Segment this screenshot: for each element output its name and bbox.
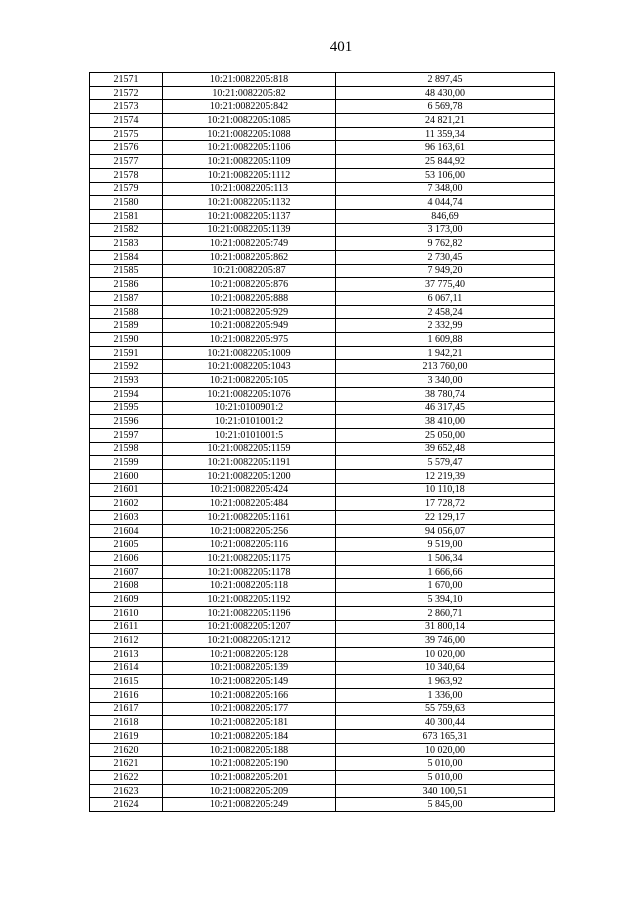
- row-number-cell: 21572: [90, 86, 163, 100]
- cadastral-number-cell: 10:21:0082205:184: [163, 730, 336, 744]
- cadastral-number-cell: 10:21:0082205:209: [163, 784, 336, 798]
- row-number-cell: 21603: [90, 511, 163, 525]
- table-row: [90, 442, 555, 456]
- row-number-cell: 21617: [90, 702, 163, 716]
- table-row: [90, 771, 555, 785]
- table-row: [90, 565, 555, 579]
- table-row: [90, 319, 555, 333]
- row-number-cell: 21605: [90, 538, 163, 552]
- row-number-cell: 21571: [90, 73, 163, 87]
- cadastral-value-cell: 55 759,63: [336, 702, 555, 716]
- cadastral-value-cell: 38 410,00: [336, 415, 555, 429]
- cadastral-value-cell: 53 106,00: [336, 168, 555, 182]
- cadastral-value-cell: 1 666,66: [336, 565, 555, 579]
- cadastral-value-cell: 37 775,40: [336, 278, 555, 292]
- cadastral-value-cell: 1 670,00: [336, 579, 555, 593]
- table-body: [90, 73, 555, 812]
- table-row: [90, 688, 555, 702]
- cadastral-number-cell: 10:21:0082205:256: [163, 524, 336, 538]
- row-number-cell: 21624: [90, 798, 163, 812]
- table-row: [90, 552, 555, 566]
- table-row: [90, 114, 555, 128]
- cadastral-value-cell: 5 010,00: [336, 757, 555, 771]
- row-number-cell: 21581: [90, 209, 163, 223]
- cadastral-number-cell: 10:21:0082205:1159: [163, 442, 336, 456]
- cadastral-value-cell: 5 394,10: [336, 593, 555, 607]
- cadastral-number-cell: 10:21:0082205:484: [163, 497, 336, 511]
- cadastral-value-cell: 94 056,07: [336, 524, 555, 538]
- table-row: [90, 593, 555, 607]
- table-row: [90, 360, 555, 374]
- cadastral-number-cell: 10:21:0082205:749: [163, 237, 336, 251]
- row-number-cell: 21606: [90, 552, 163, 566]
- table-row: [90, 155, 555, 169]
- cadastral-number-cell: 10:21:0082205:181: [163, 716, 336, 730]
- cadastral-number-cell: 10:21:0082205:188: [163, 743, 336, 757]
- row-number-cell: 21599: [90, 456, 163, 470]
- table-row: [90, 346, 555, 360]
- row-number-cell: 21604: [90, 524, 163, 538]
- row-number-cell: 21583: [90, 237, 163, 251]
- cadastral-number-cell: 10:21:0082205:177: [163, 702, 336, 716]
- cadastral-value-cell: 340 100,51: [336, 784, 555, 798]
- cadastral-number-cell: 10:21:0101001:5: [163, 428, 336, 442]
- cadastral-value-cell: 1 942,21: [336, 346, 555, 360]
- table-row: [90, 428, 555, 442]
- table-row: [90, 716, 555, 730]
- table-row: [90, 469, 555, 483]
- row-number-cell: 21596: [90, 415, 163, 429]
- cadastral-value-cell: 5 579,47: [336, 456, 555, 470]
- table-row: [90, 86, 555, 100]
- row-number-cell: 21595: [90, 401, 163, 415]
- cadastral-number-cell: 10:21:0101001:2: [163, 415, 336, 429]
- cadastral-value-cell: 4 044,74: [336, 196, 555, 210]
- table-row: [90, 579, 555, 593]
- cadastral-number-cell: 10:21:0100901:2: [163, 401, 336, 415]
- cadastral-number-cell: 10:21:0082205:949: [163, 319, 336, 333]
- cadastral-value-cell: 31 800,14: [336, 620, 555, 634]
- table-row: [90, 606, 555, 620]
- row-number-cell: 21578: [90, 168, 163, 182]
- row-number-cell: 21619: [90, 730, 163, 744]
- table-row: [90, 675, 555, 689]
- table-row: [90, 497, 555, 511]
- table-row: [90, 387, 555, 401]
- table-row: [90, 511, 555, 525]
- cadastral-value-cell: 38 780,74: [336, 387, 555, 401]
- cadastral-value-cell: 3 340,00: [336, 374, 555, 388]
- cadastral-number-cell: 10:21:0082205:1207: [163, 620, 336, 634]
- cadastral-value-cell: 846,69: [336, 209, 555, 223]
- cadastral-value-cell: 3 173,00: [336, 223, 555, 237]
- cadastral-number-cell: 10:21:0082205:1200: [163, 469, 336, 483]
- row-number-cell: 21587: [90, 292, 163, 306]
- row-number-cell: 21608: [90, 579, 163, 593]
- cadastral-number-cell: 10:21:0082205:116: [163, 538, 336, 552]
- table-row: [90, 100, 555, 114]
- cadastral-number-cell: 10:21:0082205:1178: [163, 565, 336, 579]
- cadastral-number-cell: 10:21:0082205:1043: [163, 360, 336, 374]
- cadastral-value-cell: 25 050,00: [336, 428, 555, 442]
- cadastral-value-cell: 213 760,00: [336, 360, 555, 374]
- cadastral-number-cell: 10:21:0082205:1191: [163, 456, 336, 470]
- cadastral-number-cell: 10:21:0082205:139: [163, 661, 336, 675]
- cadastral-number-cell: 10:21:0082205:929: [163, 305, 336, 319]
- cadastral-value-cell: 5 010,00: [336, 771, 555, 785]
- row-number-cell: 21620: [90, 743, 163, 757]
- cadastral-value-cell: 2 897,45: [336, 73, 555, 87]
- table-row: [90, 250, 555, 264]
- table-row: [90, 237, 555, 251]
- table-row: [90, 305, 555, 319]
- row-number-cell: 21590: [90, 333, 163, 347]
- cadastral-number-cell: 10:21:0082205:82: [163, 86, 336, 100]
- cadastral-value-cell: 5 845,00: [336, 798, 555, 812]
- row-number-cell: 21600: [90, 469, 163, 483]
- cadastral-number-cell: 10:21:0082205:1137: [163, 209, 336, 223]
- row-number-cell: 21576: [90, 141, 163, 155]
- cadastral-value-cell: 1 963,92: [336, 675, 555, 689]
- table-row: [90, 730, 555, 744]
- table-row: [90, 264, 555, 278]
- cadastral-value-cell: 48 430,00: [336, 86, 555, 100]
- table-row: [90, 209, 555, 223]
- cadastral-number-cell: 10:21:0082205:149: [163, 675, 336, 689]
- cadastral-value-cell: 24 821,21: [336, 114, 555, 128]
- cadastral-value-cell: 2 860,71: [336, 606, 555, 620]
- cadastral-value-cell: 10 340,64: [336, 661, 555, 675]
- table-row: [90, 333, 555, 347]
- table-row: [90, 483, 555, 497]
- table-row: [90, 647, 555, 661]
- cadastral-value-cell: 10 020,00: [336, 647, 555, 661]
- table-row: [90, 73, 555, 87]
- table-row: [90, 456, 555, 470]
- table-row: [90, 401, 555, 415]
- table-row: [90, 634, 555, 648]
- row-number-cell: 21614: [90, 661, 163, 675]
- cadastral-number-cell: 10:21:0082205:876: [163, 278, 336, 292]
- table-row: [90, 538, 555, 552]
- cadastral-number-cell: 10:21:0082205:1109: [163, 155, 336, 169]
- cadastral-number-cell: 10:21:0082205:1139: [163, 223, 336, 237]
- cadastral-value-cell: 7 949,20: [336, 264, 555, 278]
- cadastral-number-cell: 10:21:0082205:842: [163, 100, 336, 114]
- cadastral-value-cell: 25 844,92: [336, 155, 555, 169]
- table-row: [90, 223, 555, 237]
- row-number-cell: 21586: [90, 278, 163, 292]
- row-number-cell: 21580: [90, 196, 163, 210]
- cadastral-number-cell: 10:21:0082205:201: [163, 771, 336, 785]
- row-number-cell: 21582: [90, 223, 163, 237]
- cadastral-value-cell: 22 129,17: [336, 511, 555, 525]
- cadastral-value-cell: 2 332,99: [336, 319, 555, 333]
- cadastral-number-cell: 10:21:0082205:818: [163, 73, 336, 87]
- table-row: [90, 620, 555, 634]
- cadastral-number-cell: 10:21:0082205:1132: [163, 196, 336, 210]
- cadastral-value-cell: 1 336,00: [336, 688, 555, 702]
- cadastral-number-cell: 10:21:0082205:1009: [163, 346, 336, 360]
- cadastral-number-cell: 10:21:0082205:975: [163, 333, 336, 347]
- cadastral-value-cell: 40 300,44: [336, 716, 555, 730]
- cadastral-number-cell: 10:21:0082205:113: [163, 182, 336, 196]
- cadastral-value-cell: 2 458,24: [336, 305, 555, 319]
- cadastral-number-cell: 10:21:0082205:128: [163, 647, 336, 661]
- cadastral-number-cell: 10:21:0082205:1106: [163, 141, 336, 155]
- table-row: [90, 196, 555, 210]
- row-number-cell: 21615: [90, 675, 163, 689]
- table-row: [90, 292, 555, 306]
- cadastral-value-cell: 9 519,00: [336, 538, 555, 552]
- row-number-cell: 21585: [90, 264, 163, 278]
- table-row: [90, 798, 555, 812]
- cadastral-value-cell: 6 569,78: [336, 100, 555, 114]
- cadastral-value-cell: 1 609,88: [336, 333, 555, 347]
- cadastral-number-cell: 10:21:0082205:249: [163, 798, 336, 812]
- cadastral-value-cell: 2 730,45: [336, 250, 555, 264]
- cadastral-value-cell: 10 020,00: [336, 743, 555, 757]
- row-number-cell: 21618: [90, 716, 163, 730]
- cadastral-number-cell: 10:21:0082205:1085: [163, 114, 336, 128]
- cadastral-value-cell: 12 219,39: [336, 469, 555, 483]
- row-number-cell: 21602: [90, 497, 163, 511]
- cadastral-value-cell: 39 746,00: [336, 634, 555, 648]
- row-number-cell: 21609: [90, 593, 163, 607]
- row-number-cell: 21598: [90, 442, 163, 456]
- cadastral-number-cell: 10:21:0082205:1212: [163, 634, 336, 648]
- table-row: [90, 278, 555, 292]
- row-number-cell: 21611: [90, 620, 163, 634]
- table-row: [90, 743, 555, 757]
- row-number-cell: 21577: [90, 155, 163, 169]
- table-row: [90, 524, 555, 538]
- cadastral-number-cell: 10:21:0082205:166: [163, 688, 336, 702]
- row-number-cell: 21601: [90, 483, 163, 497]
- table-row: [90, 702, 555, 716]
- cadastral-number-cell: 10:21:0082205:1112: [163, 168, 336, 182]
- cadastral-value-cell: 96 163,61: [336, 141, 555, 155]
- table-row: [90, 757, 555, 771]
- table-row: [90, 127, 555, 141]
- table-row: [90, 182, 555, 196]
- table-row: [90, 168, 555, 182]
- cadastral-value-table: [89, 72, 555, 812]
- row-number-cell: 21613: [90, 647, 163, 661]
- row-number-cell: 21607: [90, 565, 163, 579]
- cadastral-value-cell: 46 317,45: [336, 401, 555, 415]
- cadastral-number-cell: 10:21:0082205:118: [163, 579, 336, 593]
- cadastral-number-cell: 10:21:0082205:1161: [163, 511, 336, 525]
- row-number-cell: 21589: [90, 319, 163, 333]
- cadastral-value-cell: 1 506,34: [336, 552, 555, 566]
- cadastral-value-cell: 673 165,31: [336, 730, 555, 744]
- row-number-cell: 21574: [90, 114, 163, 128]
- cadastral-number-cell: 10:21:0082205:1196: [163, 606, 336, 620]
- cadastral-number-cell: 10:21:0082205:1175: [163, 552, 336, 566]
- row-number-cell: 21621: [90, 757, 163, 771]
- cadastral-number-cell: 10:21:0082205:862: [163, 250, 336, 264]
- table-row: [90, 141, 555, 155]
- cadastral-number-cell: 10:21:0082205:424: [163, 483, 336, 497]
- cadastral-value-cell: 39 652,48: [336, 442, 555, 456]
- cadastral-number-cell: 10:21:0082205:888: [163, 292, 336, 306]
- table-row: [90, 374, 555, 388]
- row-number-cell: 21591: [90, 346, 163, 360]
- cadastral-number-cell: 10:21:0082205:1088: [163, 127, 336, 141]
- row-number-cell: 21592: [90, 360, 163, 374]
- table-row: [90, 661, 555, 675]
- row-number-cell: 21610: [90, 606, 163, 620]
- cadastral-number-cell: 10:21:0082205:1076: [163, 387, 336, 401]
- row-number-cell: 21588: [90, 305, 163, 319]
- row-number-cell: 21573: [90, 100, 163, 114]
- row-number-cell: 21597: [90, 428, 163, 442]
- cadastral-value-cell: 11 359,34: [336, 127, 555, 141]
- cadastral-value-cell: 17 728,72: [336, 497, 555, 511]
- page-number: 401: [329, 39, 353, 55]
- cadastral-value-cell: 7 348,00: [336, 182, 555, 196]
- cadastral-number-cell: 10:21:0082205:1192: [163, 593, 336, 607]
- table-row: [90, 784, 555, 798]
- row-number-cell: 21616: [90, 688, 163, 702]
- table-row: [90, 415, 555, 429]
- cadastral-number-cell: 10:21:0082205:190: [163, 757, 336, 771]
- cadastral-value-cell: 9 762,82: [336, 237, 555, 251]
- row-number-cell: 21579: [90, 182, 163, 196]
- cadastral-value-cell: 6 067,11: [336, 292, 555, 306]
- row-number-cell: 21612: [90, 634, 163, 648]
- row-number-cell: 21584: [90, 250, 163, 264]
- row-number-cell: 21622: [90, 771, 163, 785]
- row-number-cell: 21593: [90, 374, 163, 388]
- row-number-cell: 21594: [90, 387, 163, 401]
- row-number-cell: 21575: [90, 127, 163, 141]
- row-number-cell: 21623: [90, 784, 163, 798]
- cadastral-number-cell: 10:21:0082205:105: [163, 374, 336, 388]
- cadastral-number-cell: 10:21:0082205:87: [163, 264, 336, 278]
- cadastral-value-cell: 10 110,18: [336, 483, 555, 497]
